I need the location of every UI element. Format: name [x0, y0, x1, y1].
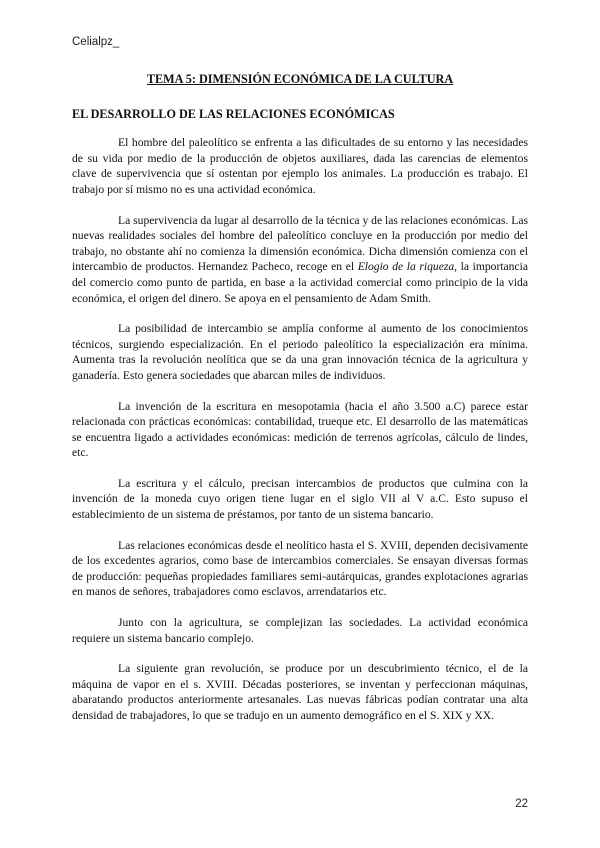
- page-number: 22: [515, 798, 528, 810]
- paragraph-2-start: La supervivencia da lugar al desarrollo de la técnica y de las relaciones económicas. Las nuevas realidades sociales del hombre del paleolítico concluye en la producción por medio del trabajo, no obstante ahí no comienza la dimensión económica. Dicha dimensión comienza con el intercambio de productos. Hernandez Pacheco, recoge en el: [72, 213, 528, 274]
- paragraph-7: Junto con la agricultura, se complejizan las sociedades. La actividad económica requiere un sistema bancario complejo.: [72, 616, 528, 645]
- document-body: [72, 72, 528, 739]
- paragraph-6: Las relaciones económicas desde el neolítico hasta el S. XVIII, dependen decisivamente de los excedentes agrarios, como base de intercambios comerciales. Se ensayan diversas formas de producción: pequeñas propiedades familiares semi-autárquicas, grandes explotaciones agrarias en manos de señores, trabajadores como esclavos, arrendatarios etc.: [72, 538, 528, 599]
- paragraph-4: La invención de la escritura en mesopotamia (hacia el año 3.500 a.C) parece estar relacionada con prácticas económicas: contabilidad, trueque etc. El desarrollo de las matemáticas se encuentra ligado a actividades económicas: medición de terrenos agrícolas, cálculo de lindes, etc.: [72, 399, 528, 460]
- paragraph-3: La posibilidad de intercambio se amplía conforme al aumento de los conocimientos técnicos, surgiendo especialización. En el periodo paleolítico la especialización era mínima. Aumenta tras la revolución neolítica que se da una gran innovación técnica de la agricultura y ganadería. Esto genera sociedades que abarcan miles de individuos.: [72, 322, 528, 382]
- paragraph-5: La escritura y el cálculo, precisan intercambios de productos que culmina con la invención de la moneda cuyo origen tiene lugar en el siglo VII al V a.C. Esto supuso el establecimiento de un sistema de préstamos, por tanto de un sistema bancario.: [72, 476, 528, 522]
- document-title: TEMA 5: DIMENSIÓN ECONÓMICA DE LA CULTURA: [146, 72, 454, 86]
- book-title-italic: Elogio de la riqueza: [357, 260, 455, 274]
- paragraph-2-end: , la importancia del comercio como punto de partida, en base a la actividad comercial como principio de la vida económica, el origen del dinero. Se apoya en el pensamiento de Adam Smith.: [72, 260, 528, 305]
- paragraph-2: [72, 213, 528, 307]
- paragraph-1: El hombre del paleolítico se enfrenta a las dificultades de su entorno y las necesidades de su vida por medio de la producción de objetos auxiliares, dada las carencias de elementos clave de supervivencia que sí ostentan por ejemplo los animales. La producción es trabajo. El trabajo por sí mismo no es una actividad económica.: [72, 136, 528, 196]
- author-name: Celialpz_: [72, 36, 120, 48]
- paragraph-8: La siguiente gran revolución, se produce por un descubrimiento técnico, el de la máquina de vapor en el s. XVIII. Décadas posteriores, se inventan y perfeccionan máquinas, abaratando productos anteriormente artesanales. Las nuevas fábricas podían contratar una alta densidad de trabajadores, lo que se tradujo en un aumento demográfico en el S. XIX y XX.: [72, 662, 528, 722]
- section-heading: EL DESARROLLO DE LAS RELACIONES ECONÓMICAS: [72, 106, 395, 121]
